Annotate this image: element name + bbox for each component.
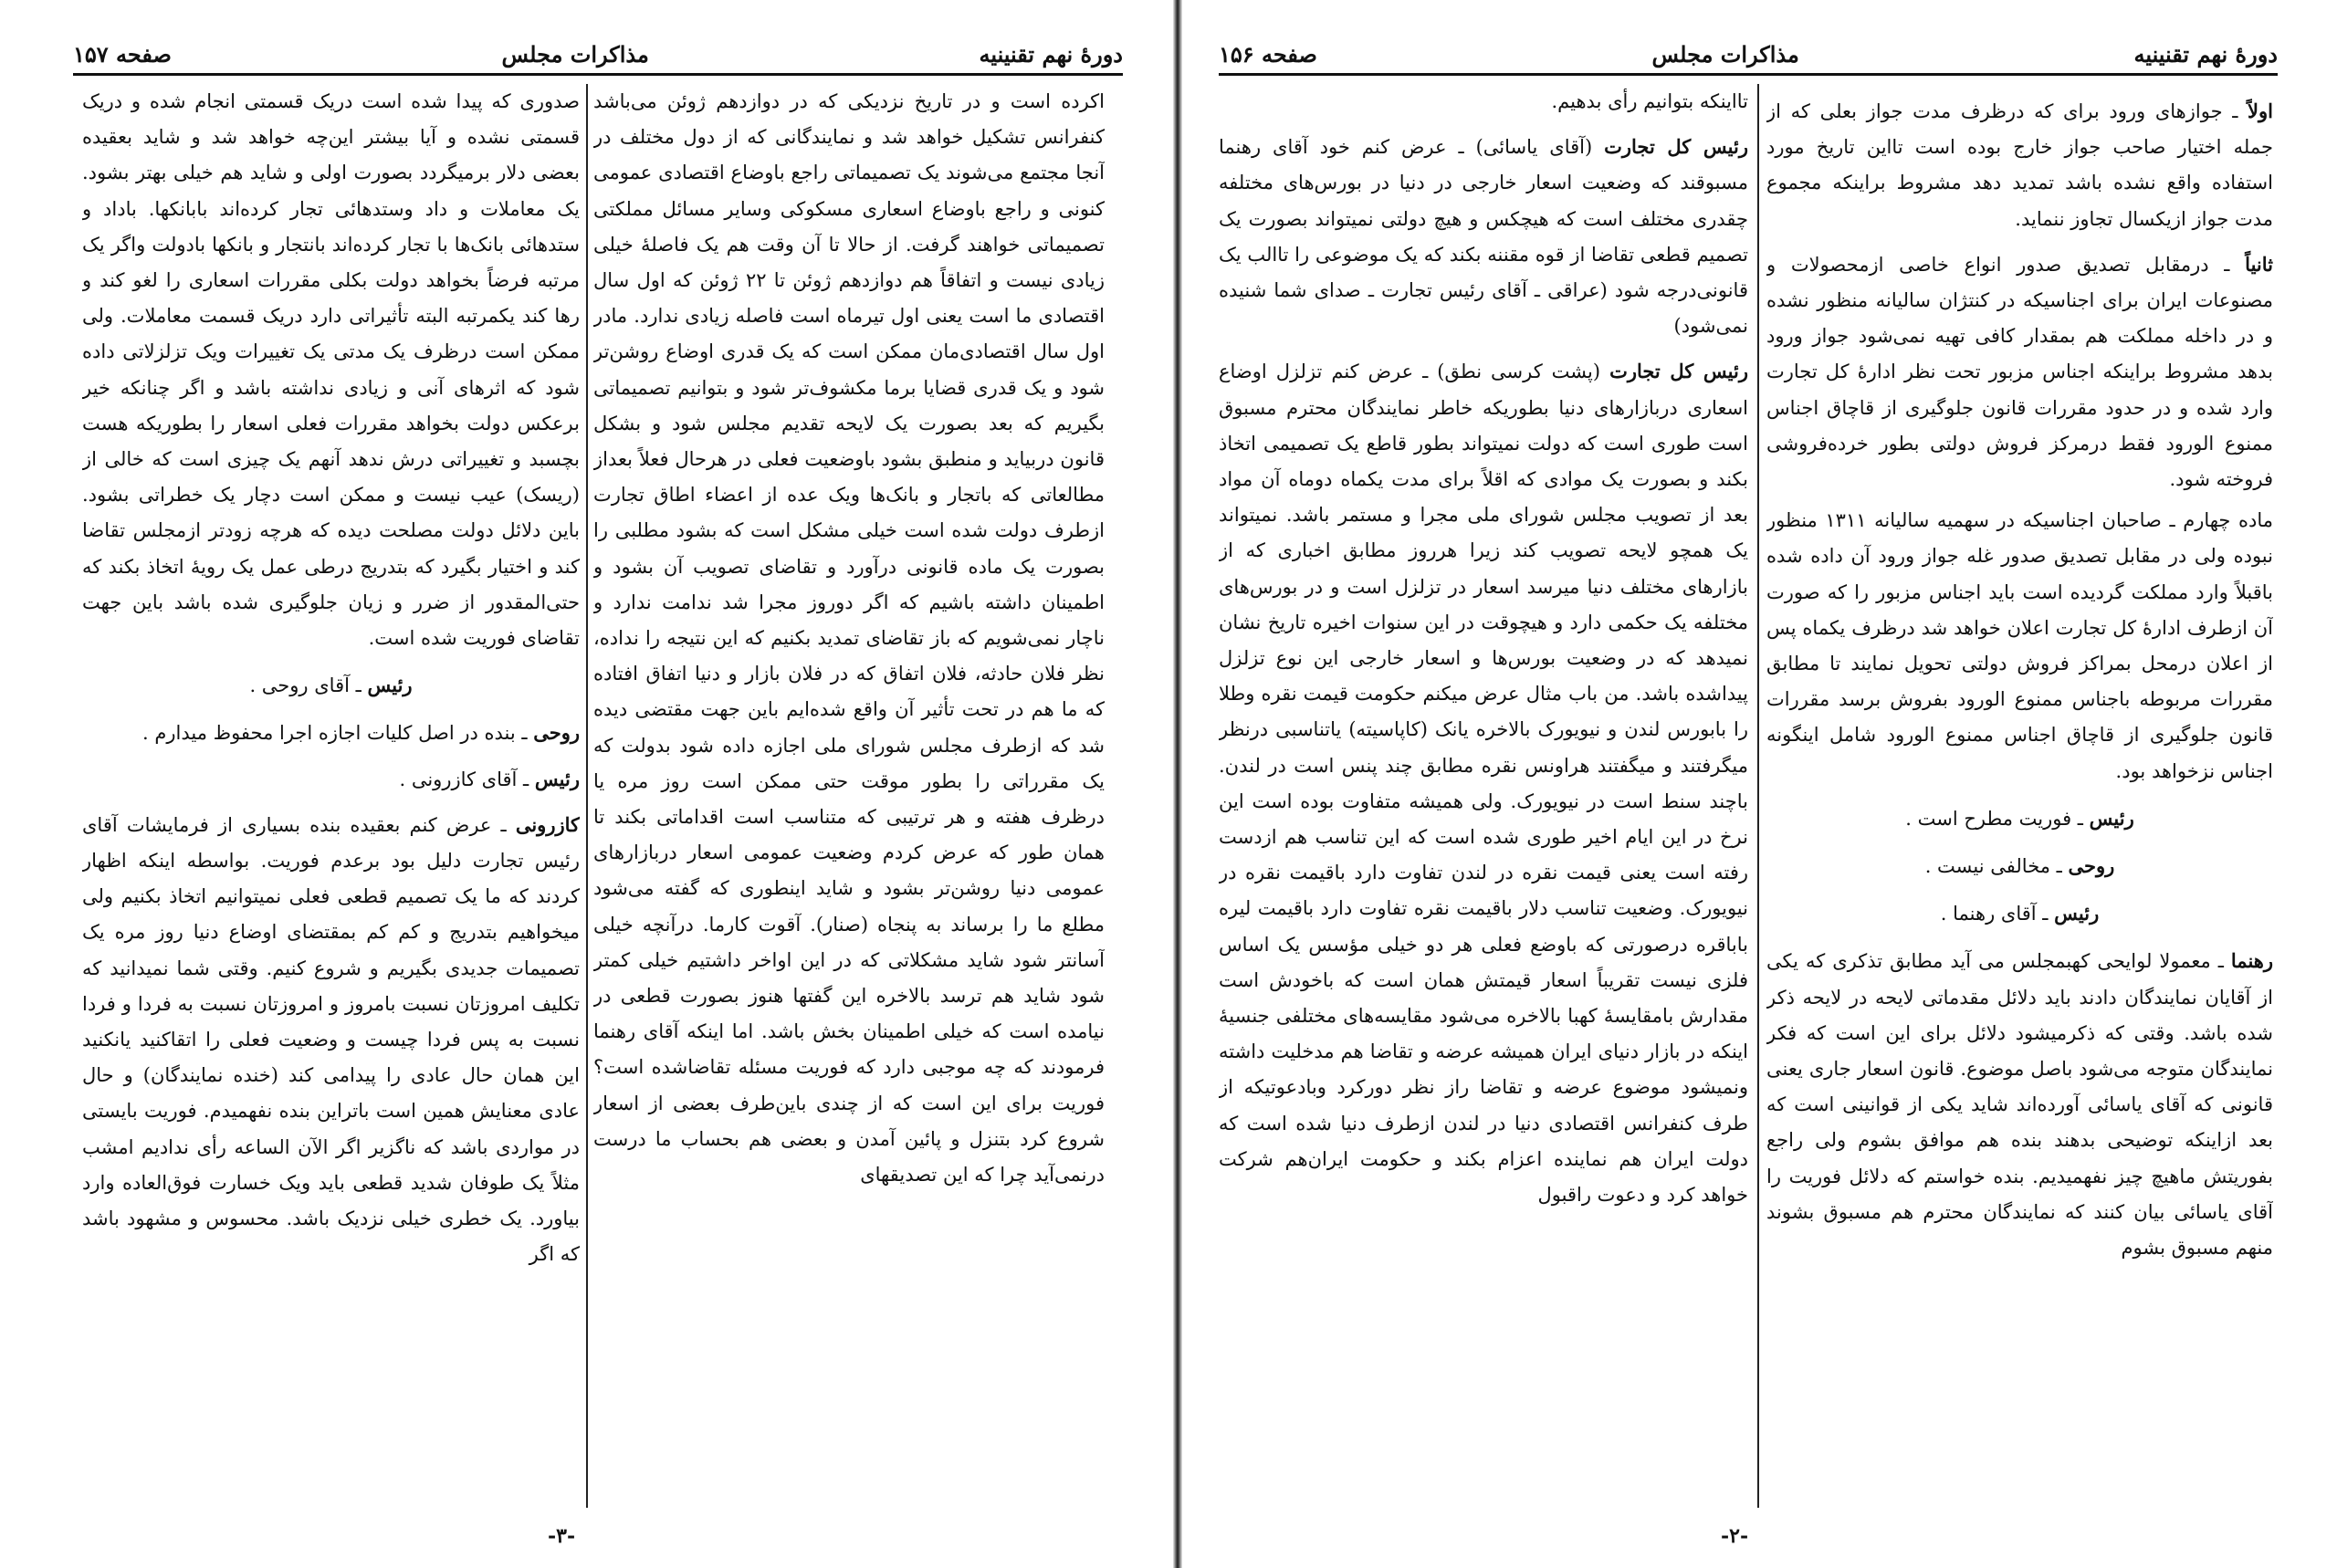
page-label: صفحه ۱۵۶ — [1219, 40, 1317, 68]
speaker-name: کازرونی — [515, 812, 580, 836]
speaker-paragraph — [1766, 943, 2273, 1266]
paragraph-text: ـ فوریت مطرح است . — [1905, 807, 2090, 830]
speaker-name: رئیس کل تجارت — [1609, 360, 1748, 383]
book-gutter — [1173, 0, 1182, 1568]
page-number: -۳- — [548, 1524, 576, 1548]
speaker-line — [82, 667, 580, 704]
journal-title: مذاکرات مجلس — [501, 40, 649, 68]
paragraph-text: ماده چهارم ـ صاحبان اجناسیکه در سهمیه سالیانه ۱۳۱۱ منظور نبوده ولی در مقابل تصدیق صدور غله جواز ورود آن داده شده باقبلاً وارد مملکت گردیده است باید اجناس مزبور را که صورت آن ازطرف ادارهٔ کل تجارت اعلان خواهد شد درظرف یکماه پس از اعلان درمحل بمراکز فروش دولتی تحویل نمایند تا مطابق مقررات مربوطه باجناس ممنوع الورود بفروش برسد مقررات قانون جلوگیری از قاچاق اجناس ممنوع الورود شامل اینگونه اجناس نزخواهد بود. — [1766, 509, 2273, 782]
text-paragraph — [593, 84, 1105, 1193]
speaker-paragraph — [1219, 353, 1748, 1213]
paragraph-text: ـ مخالفی نیست . — [1924, 855, 2069, 878]
page-number: -۲- — [1721, 1524, 1749, 1548]
speaker-name: رئیس — [2089, 806, 2134, 830]
speaker-paragraph — [1766, 246, 2273, 497]
paragraph-text: ـ عرض کنم بعقیده بنده بسیاری از فرمایشات آقای رئیس تجارت دلیل بود برعدم فوریت. بواسطه اینکه اظهار کردند که ما یک تصمیم قطعی فعلی نمیتوانیم اتخاذ بکنیم ولی میخواهیم بتدریج و کم کم بمقتضای اوضاع دنیا روز مره یک تصمیمات جدیدی بگیریم و شروع کنیم. وقتی شما نمیدانید که تکلیف امروزتان نسبت بامروز و امروزتان نسبت به فردا و فردا نسبت به پس فردا چیست و وضعیت فعلی را اتقاکنید یانکنید این همان حال عادی را پیدامی کند (خنده نمایندگان) و حال عادی معنایش همین است باتراین بنده نفهمیدم. فوریت بایستی در مواردی باشد که ناگزیر اگر الآن الساعه رأی ندادیم امشب مثلاً یک طوفان شدید قطعی باید ویک خسارت فوق‌العاده وارد بیاورد. یک خطری خیلی نزدیک باشد. محسوس و مشهود باشد که اگر — [82, 813, 580, 1266]
text-column-right — [1766, 84, 2273, 1508]
column-divider — [586, 84, 588, 1508]
header-rule — [1219, 73, 2278, 76]
text-column-left — [82, 84, 580, 1508]
text-paragraph — [1766, 503, 2273, 789]
page-header — [73, 33, 1123, 75]
paragraph-text: (پشت کرسی نطق) ـ عرض کنم تزلزل اوضاع اسعاری دربازارهای دنیا بطوریکه خاطر نمایندگان محترم مسبوق است طوری است که دولت نمیتواند بطور قاطع یک تصمیمی اتخاذ بکند و بصورت یک موادی که اقلاً برای مدت یکماه دوماه آن مواد بعد از تصویب مجلس شورای ملی مجرا و مستمر باشد. نمیتواند یک همچو لایحه تصویب کند زیرا هرروز مطابق اخباری که از بازارهای مختلف دنیا میرسد اسعار در تزلزل است و در بورس‌های مختلفه یک حکمی دارد و هیچوقت در این سنوات اخیره تاریخ نشان نمیدهد که در وضعیت بورس‌ها و اسعار خارجی این نوع تزلزل پیداشده باشد. من باب مثال عرض میکنم حکومت قیمت نقره وطلا را بابورس لندن و نیویورک بالاخره یانک (کاپاسیته) یاتناسبی درنظر میگرفتند و میگفتند هراونس نقره مطابق چند پنس است در لندن. باچند سنط است در نیویورک. ولی همیشه متفاوت بوده است این نرخ در این ایام اخیر طوری شده است که این تناسب هم ازدست رفته است یعنی قیمت نقره در لندن تفاوت دارد باقیمت نقره در نیویورک. وضعیت تناسب دلار باقیمت نقره تفاوت دارد باقیمت لیره باباقره درصورتی که باوضع فعلی هر دو خیلی مؤسس یک اساس فلزی نیست تقریباً اسعار قیمتش همان است که باخودش است مقدارش بامقایسهٔ کهبا بالاخره می‌شود مقایسه‌های مختلفی جنسیهٔ اینکه در بازار دنیای ایران همیشه عرضه و تقاضا هم مدخلیت داشته ونمیشود موضوع عرضه و تقاضا راز نظر دورکرد وبادعوتیکه از طرف کنفرانس اقتصادی دنیا در لندن ازطرف دنیا شده است که دولت ایران هم نماینده اعزام بکند و حکومت ایران‌هم شرکت خواهد کرد و دعوت راقبول — [1219, 361, 1748, 1207]
paragraph-text: (آقای یاسائی) ـ عرض کنم خود آقای رهنما مسبوقند که وضعیت اسعار خارجی در دنیا در بورس‌های مختلفه چقدری مختلف است که هیچکس و هیچ دولتی نمیتواند بصورت یک تصمیم قطعی تقاضا از قوه مقننه بکند که یک موضوعی را تاالب یک قانونی‌درجه شود (عراقی ـ آقای رئیس تجارت ـ صدای شما شنیده نمی‌شود) — [1219, 136, 1748, 338]
speaker-name: ثانیاً — [2245, 252, 2273, 276]
speaker-name: روحی — [2068, 854, 2115, 878]
text-column-right — [593, 84, 1105, 1508]
paragraph-text: ـ معمولا لوایحی کهبمجلس می آید مطابق تذکری که یکی از آقایان نمایندگان دادند باید دلائل مقدماتی لایحه در لایحه ذکر شده باشد. وقتی که ذکرمیشود دلائل برای این است که فکر نمایندگان متوجه می‌شود باصل موضوع. قانون اسعار جاری یعنی قانونی که آقای یاسائی آورده‌اند شاید یکی از قوانینی است که بعد ازاینکه توضیحی بدهند بنده هم موافق بشوم ولی راجع بفوریتش ماهیچ چیز نفهمیدیم. بنده خواستم که دلائل فوریت را آقای یاسائی بیان کنند که نمایندگان محترم هم مسبوق بشوند منهم مسبوق بشوم — [1766, 950, 2273, 1260]
speaker-name: رئیس کل تجارت — [1604, 135, 1748, 159]
speaker-name: رئیس — [2054, 902, 2100, 925]
text-paragraph — [82, 84, 580, 656]
text-column-left — [1219, 84, 1748, 1508]
speaker-name: رئیس — [534, 767, 580, 790]
speaker-name: رئیس — [367, 674, 413, 697]
speaker-line — [1766, 848, 2273, 884]
column-divider — [1757, 84, 1759, 1508]
speaker-name: روحی — [533, 721, 580, 745]
session-label: دورهٔ نهم تقنینیه — [2133, 40, 2278, 68]
paragraph-text: صدوری که پیدا شده است دریک قسمتی انجام شده و دریک قسمتی نشده و آیا بیشتر این‌چه خواهد شد و شاید بعقیده بعضی دلار برمیگردد بصورت اولی و شاید هم خیلی بهتر بشود. یک معاملات و داد وستدهائی تجار کرده‌اند بابانکها. باداد و ستدهائی بانک‌ها با تجار کرده‌اند بانتجار و بانکها بادولت واگر یک مرتبه فرضاً بخواهد دولت بکلی مقررات اسعاری را لغو کند و رها کند یکمرتبه البته تأثیراتی دارد دریک قسمت معاملات. ولی ممکن است درظرف یک مدتی یک تغییرات ویک تزلزلاتی داده شود که اثرهای آنی و زیادی نداشته باشد و اگر چنانکه خیر برعکس دولت بخواهد مقررات فعلی اسعار را بطوریکه هست بچسبد و تغییراتی درش ندهد آنهم یک چیزی است که خالی از (ریسک) عیب نیست و ممکن است دچار یک خطراتی بشود. باین دلائل دولت مصلحت دیده که هرچه زودتر ازمجلس تقاضا کند و اختیار بگیرد که بتدریج درطی عمل یک رویهٔ اتخاذ بکند که حتی‌المقدور از ضرر و زیان جلوگیری شده باشد باین جهت تقاضای فوریت شده است. — [82, 90, 580, 650]
right-page — [1182, 0, 2337, 1568]
speaker-paragraph — [82, 715, 580, 751]
page-header — [1219, 33, 2278, 75]
paragraph-text: ـ بنده در اصل کلیات اجازه اجرا محفوظ میدارم . — [142, 722, 534, 745]
speaker-paragraph — [1219, 129, 1748, 344]
paragraph-text: ـ درمقابل تصدیق صدور انواع خاصی ازمحصولات و مصنوعات ایران برای اجناسیکه در کنتژان سالیانه منظور نشده و در داخله مملکت هم بمقدار کافی تهیه نمی‌شود جواز ورود بدهد مشروط براینکه اجناس مزبور تحت نظر ادارهٔ کل تجارت وارد شده و در حدود مقررات قانون جلوگیری از قاچاق اجناس ممنوع الورود فقط درمرکز فروش دولتی بطور خرده‌فروشی فروخته شود. — [1766, 253, 2273, 491]
journal-title: مذاکرات مجلس — [1651, 40, 1799, 68]
text-paragraph — [1219, 84, 1748, 120]
header-rule — [73, 73, 1123, 76]
paragraph-text: ـ جوازهای ورود برای که درظرف مدت جواز بعلی که از جمله اختیار صاحب جواز خارج بوده است تااین تاریخ مورد استفاده واقع نشده باشد تمدید دهد مشروط براینکه مجموع مدت جواز ازیکسال تجاوز ننماید. — [1766, 100, 2273, 230]
paragraph-text: تااینکه بتوانیم رأی بدهیم. — [1551, 90, 1748, 112]
page-label: صفحه ۱۵۷ — [73, 40, 172, 68]
speaker-line — [1766, 895, 2273, 932]
session-label: دورهٔ نهم تقنینیه — [979, 40, 1123, 68]
speaker-paragraph — [82, 807, 580, 1273]
paragraph-text: ـ آقای کازرونی . — [399, 768, 535, 790]
paragraph-text: ـ آقای رهنما . — [1940, 903, 2055, 925]
paragraph-text: اکرده است و در تاریخ نزدیکی که در دوازدهم ژوئن می‌باشد کنفرانس تشکیل خواهد شد و نمایندگانی که از دول مختلف در آنجا مجتمع می‌شوند یک تصمیماتی راجع باوضاع اقتصادی عمومی کنونی و راجع باوضاع اسعاری مسکوکی وسایر مسائل مملکتی تصمیماتی خواهند گرفت. از حالا تا آن وقت هم یک فاصلهٔ خیلی زیادی نیست و اتفاقاً هم دوازدهم ژوئن تا ۲۲ ژوئن که اول سال اقتصادی ما است یعنی اول تیرماه است فاصله زیادی ندارد. مادر اول سال اقتصادی‌مان ممکن است که یک قدری اوضاع روشن‌تر شود و یک قدری قضایا برما مکشوف‌تر شود و بتوانیم تصمیماتی بگیریم که بعد بصورت یک لایحه تقدیم مجلس شود و بشکل قانون دربیاید و منطبق بشود باوضعیت فعلی در هرحال فعلاً بعداز مطالعاتی که باتجار و بانک‌ها ویک عده از اعضاء اطاق تجارت ازطرف دولت شده است خیلی مشکل است که بشود مطلبی را بصورت یک ماده قانونی درآورد و تقاضای تصویب آن بشود و اطمینان داشته باشیم که اگر دوروز مجرا شد ندامت ندارد و ناچار نمی‌شویم که باز تقاضای تمدید بکنیم که این نتیجه را نداده، نظر فلان حادثه، فلان اتفاق که در فلان بازار و دنیا اتفاق افتاده که ما هم در تحت تأثیر آن واقع شده‌ایم باین جهت مقتضی دیده شد که ازطرف مجلس شورای ملی اجازه داده شود بدولت که یک مقرراتی را بطور موقت حتی ممکن است روز مره یا درظرف هفته و هر ترتیبی که متناسب است اقداماتی بکند تا همان طور که عرض کردم وضعیت عمومی اسعار دربازارهای عمومی دنیا روشن‌تر بشود و شاید اینطوری که گفته می‌شود مطلع ما را برساند به پنجاه (صنار). آقوت کارما. درآنچه خیلی آسانتر شود شاید مشکلاتی که در این اواخر داشتیم خیلی کمتر شود شاید هم ترسد بالاخره این گفتها هنوز بصورت قطعی در نیامده است که خیلی اطمینان بخش باشد. اما اینکه آقای رهنما فرمودند که چه موجبی دارد که فوریت مسئله تقاضاشده است؟ فوریت برای این است که از چندی باین‌طرف بعضی از اسعار شروع کرد بتنزل و پائین آمدن و بعضی هم بحساب ما درست درنمی‌آید چرا که این تصدیقهای — [593, 90, 1105, 1186]
speaker-line — [1766, 800, 2273, 837]
speaker-paragraph — [82, 761, 580, 798]
speaker-name: اولاً — [2248, 99, 2273, 122]
paragraph-text: ـ آقای روحی . — [249, 674, 368, 697]
speaker-paragraph — [1766, 93, 2273, 237]
speaker-name: رهنما — [2230, 949, 2273, 973]
